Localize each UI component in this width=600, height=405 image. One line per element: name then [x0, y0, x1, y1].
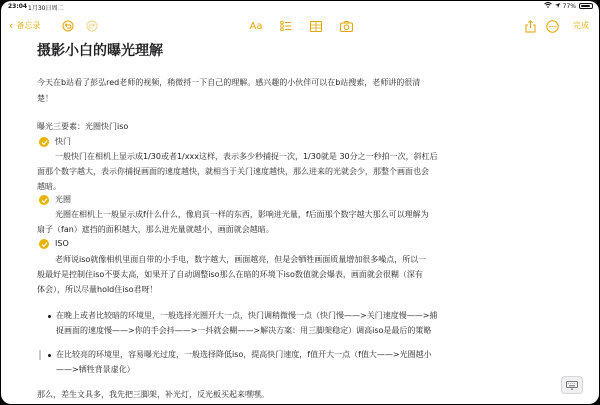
aperture-text-line-1[interactable]: 光圈在相机上一般显示成f什么什么，像肩頁一样的东西，影响进光量，f后面那个数字越大那么可以理解为	[55, 210, 429, 219]
more-icon	[546, 20, 559, 33]
status-time: 23:04	[8, 3, 28, 10]
bullet2-line-2[interactable]: ——>牺牲背景虚化）	[56, 365, 135, 374]
status-bar	[1, 1, 599, 13]
checkmark-icon	[41, 197, 48, 204]
checklist-button[interactable]	[279, 19, 293, 33]
checklist-label-aperture[interactable]: 光圈	[55, 195, 71, 204]
table-button[interactable]	[309, 19, 323, 33]
aperture-text-line-2[interactable]: 扇子（fan）遮挡的面积越大，那么进光量就越小，画面就会越暗。	[37, 225, 274, 234]
share-icon	[525, 20, 536, 33]
checklist-checkbox-shutter[interactable]	[39, 137, 49, 147]
wifi-icon	[544, 2, 552, 10]
camera-icon	[340, 21, 353, 32]
format-text-icon: Aa	[249, 20, 263, 32]
note-title[interactable]: 摄影小白的曝光理解	[37, 43, 163, 59]
keyboard-toggle-button[interactable]	[561, 376, 583, 394]
shutter-text-line-1[interactable]: 一般快门在相机上显示成1/30或者1/xxx这样，表示多少秒捕捉一次，1/30就是 30分之一秒拍一次，斜杠后	[55, 152, 438, 161]
shutter-text-line-2[interactable]: 面那个数字越大，表示你捕捉画面的速度越快，就相当于关门速度越快，那么进来的光就会少，那整个画面也会	[37, 167, 429, 176]
checklist-checkbox-iso[interactable]	[39, 239, 49, 249]
checklist-checkbox-aperture[interactable]	[39, 195, 49, 205]
back-button[interactable]	[9, 20, 40, 31]
location-icon	[555, 3, 560, 10]
bullet1-line-1[interactable]: 在晚上或者比较暗的环境里，一般选择光圈开大一点，快门调稍微慢一点（快门慢——>关门速度慢——>捕	[56, 311, 438, 320]
elements-heading[interactable]: 曝光三要素：光圈快门iso	[37, 122, 129, 131]
battery-icon	[579, 3, 593, 9]
redo-button[interactable]	[85, 19, 99, 33]
notes-app-screen	[1, 1, 599, 404]
bullet2-line-1[interactable]: 在比较亮的环境里，容易曝光过度，一般选择降低iso，提高快门速度，f值开大一点（f值大——>光圈越小	[56, 350, 432, 359]
back-label: 备忘录	[16, 21, 41, 30]
closing-line[interactable]: 那么，差生文具多，我先把三脚架，补光灯，反光板买起来嘿嘿。	[37, 390, 269, 399]
checkmark-icon	[41, 241, 48, 248]
iso-text-line-3[interactable]: 体会），所以尽量hold住iso君呀！	[37, 285, 158, 294]
checklist-icon	[280, 20, 292, 32]
note-intro-line-1[interactable]: 今天在b站看了彭弘red老师的视频，稍微捋一下自己的理解。感兴趣的小伙伴可以在b站搜索，老师讲的很清	[37, 78, 421, 87]
format-button[interactable]	[249, 19, 263, 33]
shutter-text-line-3[interactable]: 越暗。	[37, 182, 61, 191]
undo-icon	[62, 20, 74, 32]
redo-icon	[86, 20, 98, 32]
bullet-dot	[48, 315, 51, 318]
bullet1-line-2[interactable]: 捉画面的速度慢——>你的手会抖——>一抖就会糊——>解决方案：用三脚架稳定）调高iso是最后的策略	[56, 326, 432, 335]
camera-button[interactable]	[339, 19, 353, 33]
bullet-dot	[48, 354, 51, 357]
text-selection-handle[interactable]	[39, 350, 41, 360]
table-icon	[310, 21, 322, 32]
iso-text-line-1[interactable]: 老师说iso就像相机里面自带的小手电，数字越大，画面越亮，但是会牺牲画面质量增加很多噪点，所以一	[55, 255, 427, 264]
status-right	[544, 2, 593, 10]
checklist-label-shutter[interactable]: 快门	[55, 137, 71, 146]
undo-button[interactable]	[61, 19, 75, 33]
iso-text-line-2[interactable]: 般最好是控制住iso不要太高，如果开了自动调整iso那么在暗的环境下iso数值就会爆表，画面就会很糊（深有	[37, 270, 423, 279]
checklist-label-iso[interactable]: ISO	[55, 239, 69, 248]
more-button[interactable]	[545, 19, 559, 33]
share-button[interactable]	[523, 19, 537, 33]
status-date: 1月30日周二	[28, 5, 64, 12]
chevron-left-icon: ‹	[9, 18, 14, 32]
note-intro-line-2[interactable]: 楚！	[37, 94, 53, 103]
notes-toolbar	[1, 13, 599, 39]
checkmark-icon	[41, 139, 48, 146]
battery-percent: 77%	[562, 2, 576, 10]
done-button[interactable]: 完成	[573, 21, 589, 30]
keyboard-icon	[566, 381, 578, 390]
